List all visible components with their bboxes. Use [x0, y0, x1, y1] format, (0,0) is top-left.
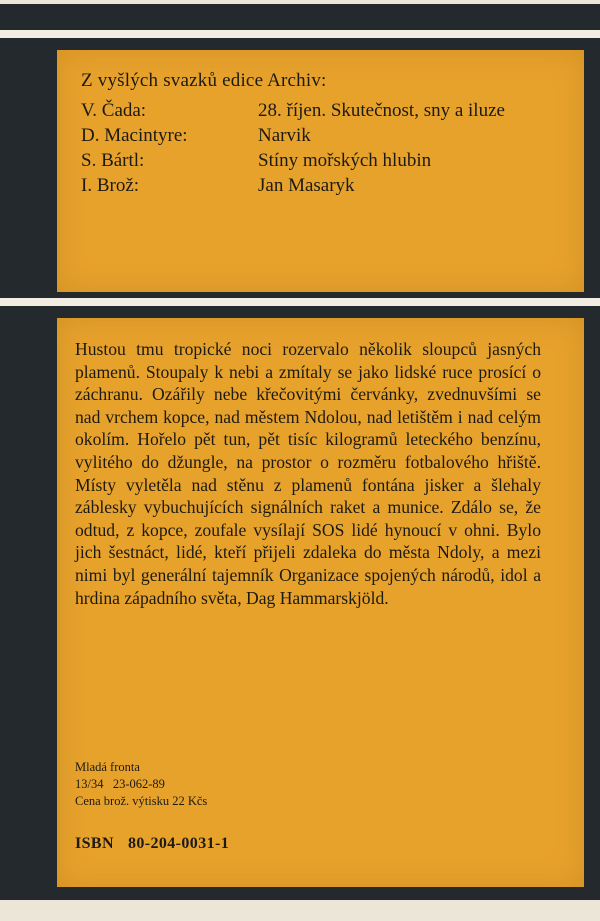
blurb-paragraph: Hustou tmu tropické noci rozervalo několik sloupců jasných plamenů. Stoupaly k nebi a zmítaly se jako lidské ruce prosící o záchranu. Ozářily nebe křečovitými červánky, zvednuvšími se nad vrchem kopce, nad městem Ndolou, nad letištěm i nad celým okolím. Hořelo pět tun, pět tisíc kilogramů leteckého benzínu, vylitého do džungle, na prostor o rozměru fotbalového hřiště. Místy vyletěla nad stěnu z plamenů fontána jisker a šlehaly záblesky vybuchujících signálních raket a munice. Zdálo se, že odtud, z kopce, zoufale vysílají SOS lidé hynoucí v ohni. Bylo jich šestnáct, lidé, kteří přijeli zdaleka do města Ndoly, a mezi nimi byl generální tajemník Organizace spojených národů, idol a hrdina západního světa, Dag Hammarskjöld. [75, 339, 541, 608]
cream-stripe-upper [0, 30, 600, 38]
series-entry [81, 98, 571, 123]
isbn-label: ISBN [75, 835, 114, 852]
series-title: Jan Masaryk [258, 175, 355, 196]
catalog-code-b: 23-062-89 [112, 777, 165, 791]
series-panel [57, 50, 584, 292]
series-title: 28. říjen. Skutečnost, sny a iluze [258, 100, 505, 121]
publisher-name: Mladá fronta [75, 760, 140, 774]
isbn-line [75, 835, 229, 853]
blurb-panel [57, 318, 584, 887]
series-title: Stíny mořských hlubin [258, 150, 432, 171]
cream-stripe-lower [0, 298, 600, 306]
blurb-text [75, 338, 541, 609]
series-author: D. Macintyre: [81, 125, 188, 146]
imprint-block [75, 759, 207, 810]
catalog-codes [75, 776, 207, 793]
catalog-code-a: 13/34 [75, 777, 104, 791]
bottom-edge [0, 900, 600, 921]
series-title: Narvik [258, 125, 311, 146]
series-author: S. Bártl: [81, 150, 145, 171]
isbn-number: 80-204-0031-1 [127, 835, 230, 852]
series-list [81, 98, 571, 198]
top-edge [0, 0, 600, 4]
series-author: I. Brož: [81, 175, 140, 196]
series-entry [81, 123, 571, 148]
series-heading: Z vyšlých svazků edice Archiv: [81, 70, 327, 91]
series-author: V. Čada: [81, 100, 147, 121]
price-line: Cena brož. výtisku 22 Kčs [75, 794, 208, 808]
series-entry [81, 148, 571, 173]
series-entry [81, 173, 571, 198]
